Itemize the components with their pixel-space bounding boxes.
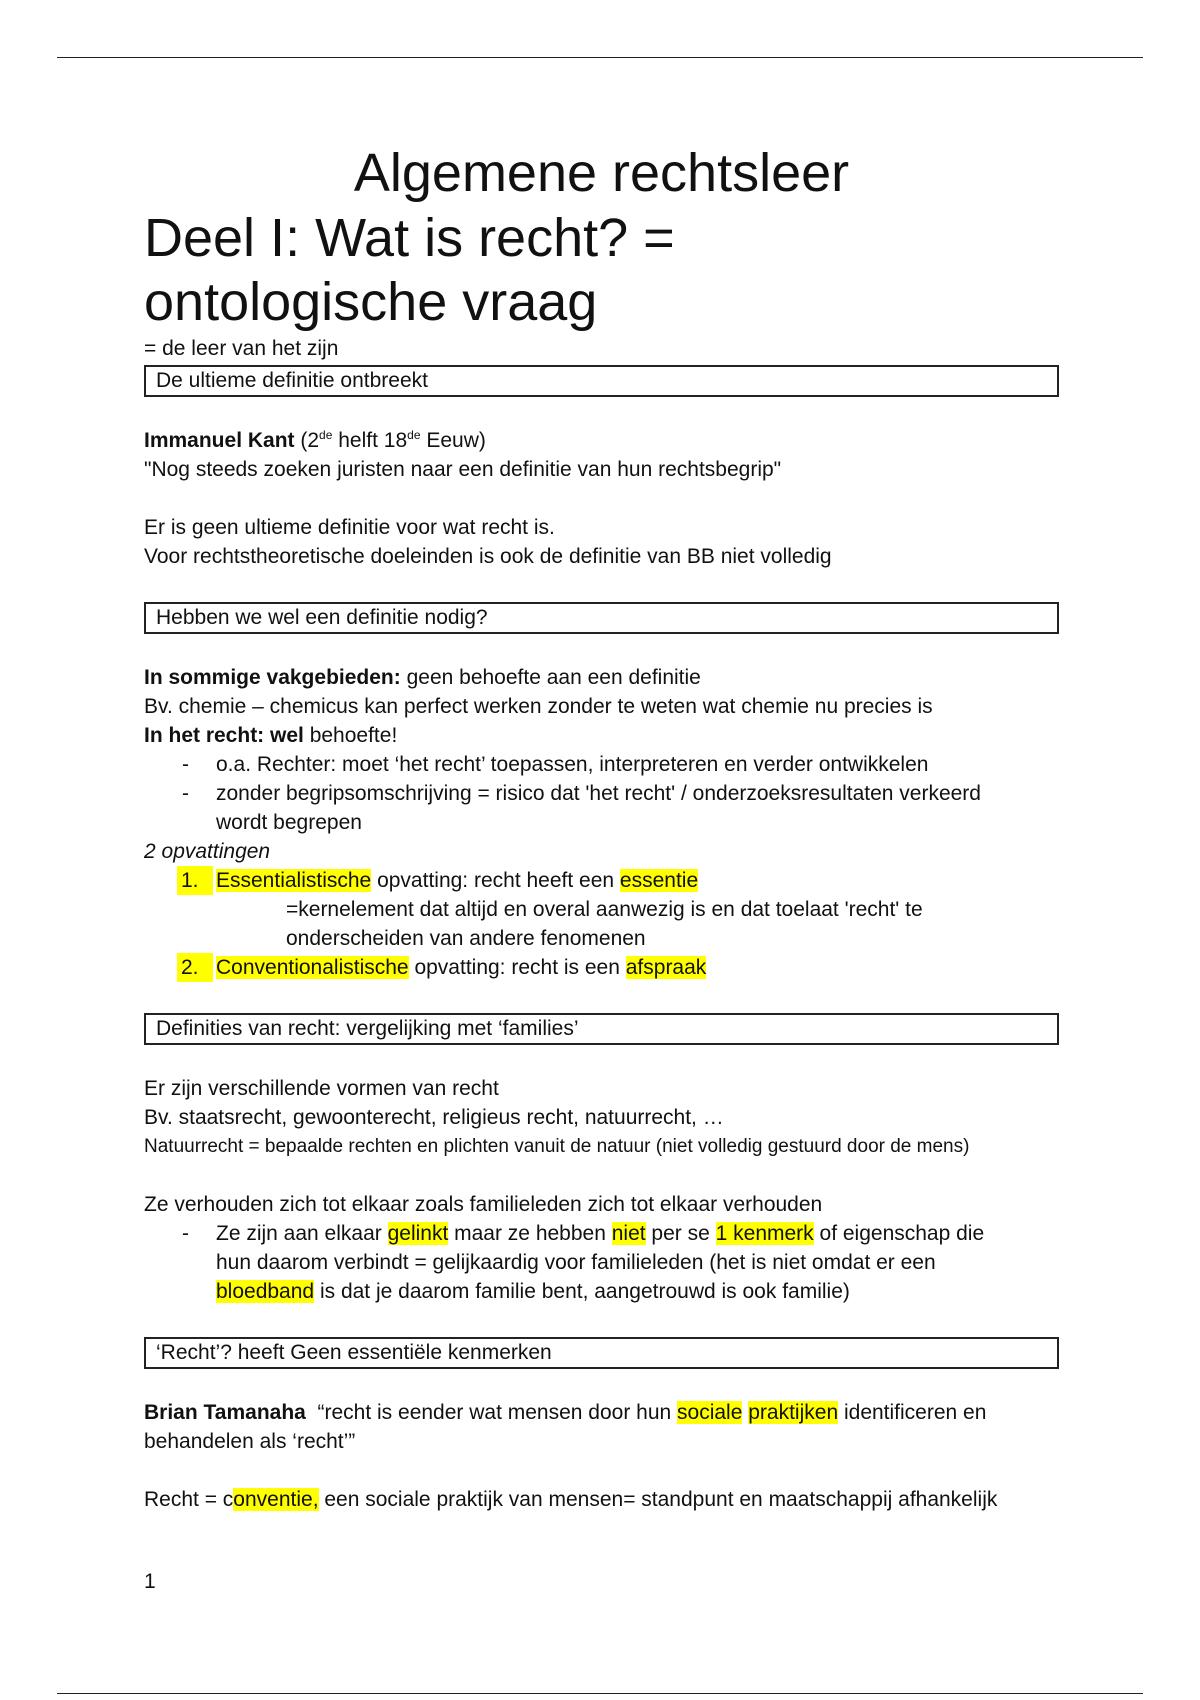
highlight: afspraak [625,956,707,979]
family-bullet-list [144,1219,1059,1306]
bullet-dash: - [182,782,189,805]
text: Ze zijn aan elkaar [216,1222,388,1245]
highlight: Conventionalistische [216,956,409,979]
text: of eigenschap die [813,1222,985,1245]
need-line-3 [144,721,1059,750]
highlight: niet [611,1222,646,1245]
kant-sup-b: de [407,428,421,442]
list-number: 2. [177,953,213,982]
kant-sup-a: de [319,428,333,442]
kant-line [144,426,1059,455]
highlight: praktijken [748,1401,839,1424]
list-item [144,953,1059,982]
page-number: 1 [144,1570,156,1593]
opvattingen-label [144,837,1059,866]
list-item [144,1219,1059,1306]
bullet-dash: - [182,753,189,776]
kant-date-b: helft 18 [332,429,408,452]
part-heading-line-2: ontologische vraag [144,272,598,332]
text: identificeren en [838,1401,987,1424]
opvattingen-label-text: 2 opvattingen [144,840,271,863]
part-heading-line-1: Deel I: Wat is recht? = [144,208,675,268]
definition-line: onderscheiden van andere fenomenen [286,927,646,950]
need-line-2: Bv. chemie – chemicus kan perfect werken zonder te weten wat chemie nu precies is [144,695,933,718]
text: een sociale praktijk van mensen= standpunt en maatschappij afhankelijk [318,1488,998,1511]
highlight: 1 kenmerk [715,1222,814,1245]
need-line-1 [144,663,1059,692]
highlight: onventie, [233,1488,319,1511]
highlight: Essentialistische [216,869,372,892]
text: “recht is eender wat mensen door hun [305,1401,678,1424]
footer-rule [57,1693,1143,1694]
paragraph-line: Voor rechtstheoretische doeleinden is ook de definitie van BB niet volledig [144,545,832,568]
tamanaha-line-1 [144,1398,1059,1427]
family-intro: Ze verhouden zich tot elkaar zoals familieleden zich tot elkaar verhouden [144,1193,823,1216]
list-item-text: zonder begripsomschrijving = risico dat 'het recht' / onderzoeksresultaten verkeerd [216,782,981,805]
list-item-text: o.a. Rechter: moet ‘het recht’ toepassen, interpreteren en verder ontwikkelen [216,753,929,776]
need-line-1-bold: In sommige vakgebieden: [144,666,401,689]
tamanaha-line-2: behandelen als ‘recht’” [144,1430,356,1453]
subtitle: = de leer van het zijn [144,337,339,360]
kant-name: Immanuel Kant [144,429,295,452]
tamanaha-name: Brian Tamanaha [144,1401,306,1424]
list-item [144,866,1059,895]
need-bullet-list [144,750,1059,837]
text: is dat je daarom familie bent, aangetrouwd is ook familie) [314,1280,850,1303]
text: hun daarom verbindt = gelijkaardig voor familieleden (het is niet omdat er een [216,1251,936,1274]
list-item-text: opvatting: recht is een [408,956,626,979]
list-item-text: opvatting: recht heeft een [371,869,620,892]
opvattingen-list-2 [144,953,1059,982]
text: Recht = c [144,1488,234,1511]
list-item [144,779,1059,837]
kant-date-a: (2 [294,429,320,452]
document-title: Algemene rechtsleer [353,143,850,203]
document-page [144,140,1059,1514]
bullet-dash: - [182,1222,189,1245]
conventie-line [144,1485,1059,1514]
kant-date-c: Eeuw) [420,429,486,452]
kant-quote: "Nog steeds zoeken juristen naar een definitie van hun rechtsbegrip" [144,458,782,481]
section-box-need-definition: Hebben we wel een definitie nodig? [144,602,1059,634]
list-item [144,750,1059,779]
definition-line: =kernelement dat altijd en overal aanwezig is en dat toelaat 'recht' te [286,898,923,921]
section-box-families: Definities van recht: vergelijking met ‘families’ [144,1013,1059,1045]
text: maar ze hebben [448,1222,612,1245]
text: per se [645,1222,716,1245]
forms-line-1: Er zijn verschillende vormen van recht [144,1077,499,1100]
need-line-3-rest: behoefte! [303,724,398,747]
opvattingen-list [144,866,1059,895]
list-number: 1. [177,866,213,895]
forms-line-3: Natuurrecht = bepaalde rechten en plichten vanuit de natuur (niet volledig gestuurd door de mens) [144,1136,970,1157]
highlight: gelinkt [387,1222,449,1245]
list-item-text-cont: wordt begrepen [216,811,362,834]
paragraph-line: Er is geen ultieme definitie voor wat recht is. [144,516,555,539]
need-line-3-bold: In het recht: wel [144,724,304,747]
need-line-1-rest: geen behoefte aan een definitie [400,666,701,689]
section-box-no-essential: ‘Recht’? heeft Geen essentiële kenmerken [144,1337,1059,1369]
highlight: sociale [677,1401,743,1424]
header-rule [57,57,1143,58]
highlight: bloedband [216,1280,315,1303]
section-box-definition-missing: De ultieme definitie ontbreekt [144,365,1059,397]
forms-line-2: Bv. staatsrecht, gewoonterecht, religieus recht, natuurrecht, … [144,1106,724,1129]
highlight: essentie [619,869,699,892]
